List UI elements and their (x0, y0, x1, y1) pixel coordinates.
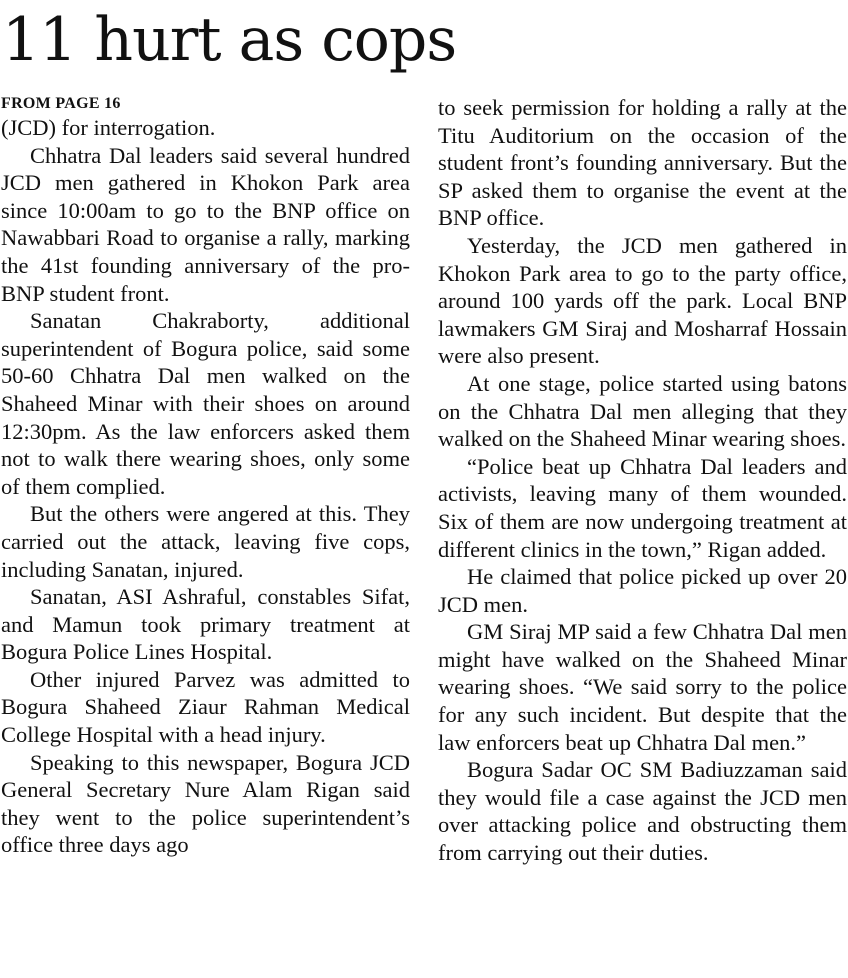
paragraph: Chhatra Dal leaders said several hundred JCD men gathered in Khokon Park area since 10:00am to go to the BNP office on Nawabbari Road to organise a rally, marking the 41st founding anniversary of the pro-BNP student front. (1, 142, 410, 306)
paragraph: At one stage, police started using batons on the Chhatra Dal men alleging that they walked on the Shaheed Minar wearing shoes. (438, 370, 847, 452)
article-column-left (1, 94, 410, 859)
paragraph: Bogura Sadar OC SM Badiuzzaman said they would file a case against the JCD men over attacking police and obstructing them from carrying out their duties. (438, 757, 847, 866)
paragraph: Sanatan Chakraborty, additional superintendent of Bogura police, said some 50-60 Chhatra Dal men walked on the Shaheed Minar with their shoes on around 12:30pm. As the law enforcers asked them not to walk there wearing shoes, only some of them complied. (1, 308, 410, 499)
paragraph: He claimed that police picked up over 20 JCD men. (438, 564, 847, 617)
paragraph: But the others were angered at this. They carried out the attack, leaving five cops, including Sanatan, injured. (1, 501, 410, 582)
paragraph: “Police beat up Chhatra Dal leaders and activists, leaving many of them wounded. Six of them are now undergoing treatment at different clinics in the town,” Rigan added. (438, 453, 847, 562)
continuation-kicker: FROM PAGE 16 (1, 95, 121, 112)
paragraph: to seek permission for holding a rally at the Titu Auditorium on the occasion of the student front’s founding anniversary. But the SP asked them to organise the event at the BNP office. (438, 95, 847, 231)
paragraph: Sanatan, ASI Ashraful, constables Sifat, and Mamun took primary treatment at Bogura Police Lines Hospital. (1, 584, 410, 665)
headline: 11 hurt as cops (2, 5, 457, 75)
paragraph: GM Siraj MP said a few Chhatra Dal men might have walked on the Shaheed Minar wearing shoes. “We said sorry to the police for any such incident. But despite that the law enforcers beat up Chhatra Dal men.” (438, 619, 847, 755)
article-column-right (438, 94, 847, 867)
paragraph: Speaking to this newspaper, Bogura JCD General Secretary Nure Alam Rigan said they went to the police superintendent’s office three days ago (1, 749, 410, 858)
paragraph: Other injured Parvez was admitted to Bogura Shaheed Ziaur Rahman Medical College Hospital with a head injury. (1, 666, 410, 748)
paragraph: (JCD) for interrogation. (1, 115, 216, 140)
paragraph: Yesterday, the JCD men gathered in Khokon Park area to go to the party office, around 100 yards off the park. Local BNP lawmakers GM Siraj and Mosharraf Hossain were also present. (438, 232, 847, 369)
